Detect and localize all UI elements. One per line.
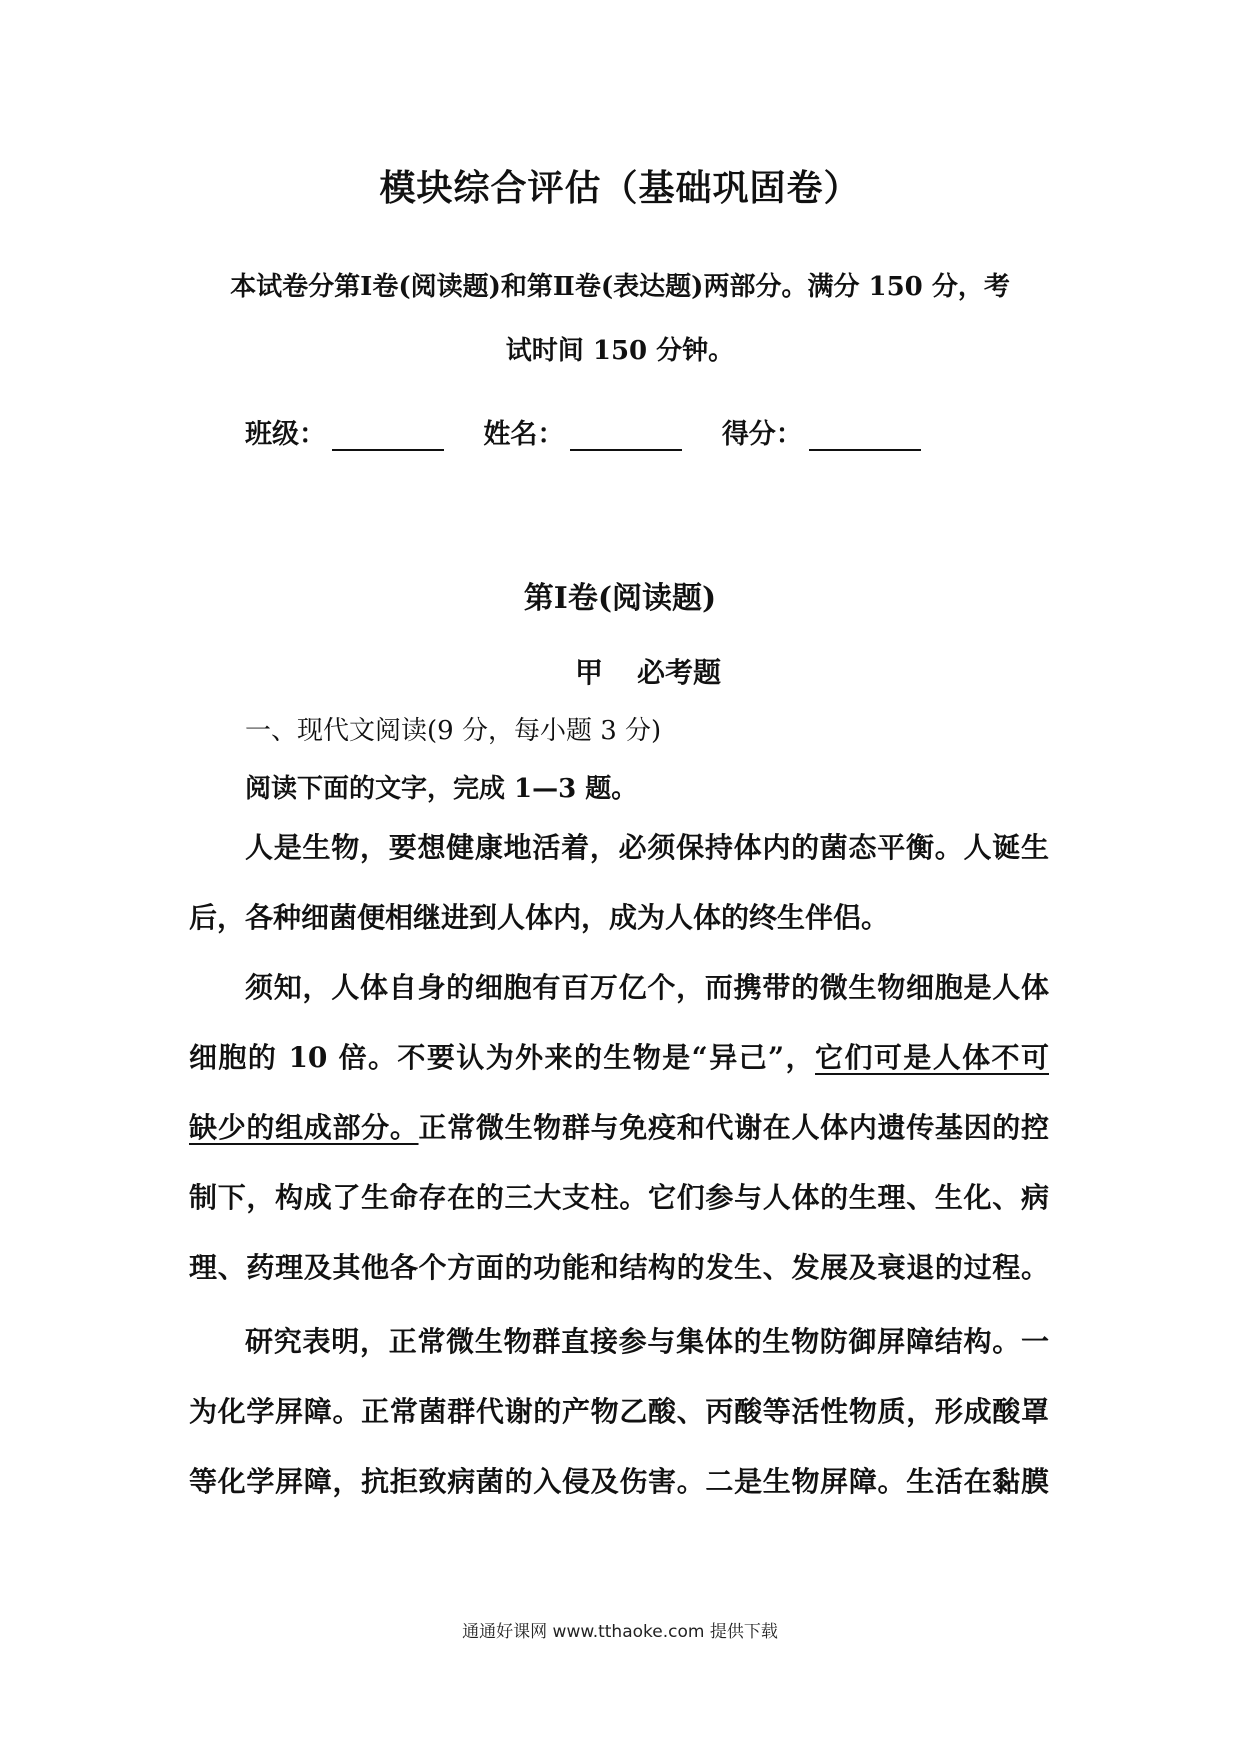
page-footer: 通通好课网 www.tthaoke.com 提供下载	[462, 1622, 778, 1642]
section-title: 第Ⅰ卷(阅读题)	[523, 581, 717, 616]
reading-instruction: 阅读下面的文字，完成 1—3 题。	[245, 774, 638, 804]
paragraph-2-line-3	[189, 1106, 1049, 1146]
name-blank	[570, 423, 682, 451]
score-field	[722, 412, 921, 451]
intro-line-1: 本试卷分第Ⅰ卷(阅读题)和第Ⅱ卷(表达题)两部分。满分 150 分，考	[230, 272, 1010, 302]
paragraph-1-line-1: 人是生物，要想健康地活着，必须保持体内的菌态平衡。人诞生	[245, 831, 1049, 864]
paragraph-1-line-2: 后，各种细菌便相继进到人体内，成为人体的终生伴侣。	[189, 901, 890, 934]
paragraph-3-line-3: 等化学屏障，抗拒致病菌的入侵及伤害。二是生物屏障。生活在黏膜	[189, 1465, 1049, 1498]
score-blank	[809, 423, 921, 451]
class-blank	[332, 423, 444, 451]
score-label: 得分：	[721, 419, 803, 450]
paragraph-2-line-5: 理、药理及其他各个方面的功能和结构的发生、发展及衰退的过程。	[189, 1251, 1049, 1284]
class-label: 班级：	[245, 419, 326, 450]
paragraph-2-line-4: 制下，构成了生命存在的三大支柱。它们参与人体的生理、生化、病	[189, 1181, 1049, 1214]
subsection-right: 必考题	[637, 656, 722, 689]
paragraph-3-line-1: 研究表明，正常微生物群直接参与集体的生物防御屏障结构。一	[245, 1325, 1049, 1358]
class-field	[245, 412, 444, 451]
underlined-phrase-part-2: 缺少的组成部分。	[189, 1111, 419, 1144]
paragraph-2-line-2-text: 细胞的 10 倍。不要认为外来的生物是“异己”，	[189, 1041, 816, 1074]
student-info-row	[245, 412, 1045, 451]
question-heading: 一、现代文阅读(9 分，每小题 3 分)	[245, 716, 662, 746]
paragraph-2-line-3-text: 正常微生物群与免疫和代谢在人体内遗传基因的控	[418, 1111, 1049, 1144]
name-label: 姓名：	[483, 419, 565, 450]
intro-line-2: 试时间 150 分钟。	[505, 336, 735, 366]
paragraph-2-line-2	[189, 1036, 1049, 1076]
paragraph-2-line-1: 须知，人体自身的细胞有百万亿个，而携带的微生物细胞是人体	[245, 971, 1049, 1004]
document-title: 模块综合评估（基础巩固卷）	[379, 167, 861, 209]
subsection-heading	[575, 651, 721, 691]
underlined-phrase-part-1: 它们可是人体不可	[815, 1041, 1049, 1074]
paragraph-3-line-2: 为化学屏障。正常菌群代谢的产物乙酸、丙酸等活性物质，形成酸罩	[189, 1395, 1049, 1428]
name-field	[483, 412, 682, 451]
subsection-left: 甲	[575, 656, 604, 689]
